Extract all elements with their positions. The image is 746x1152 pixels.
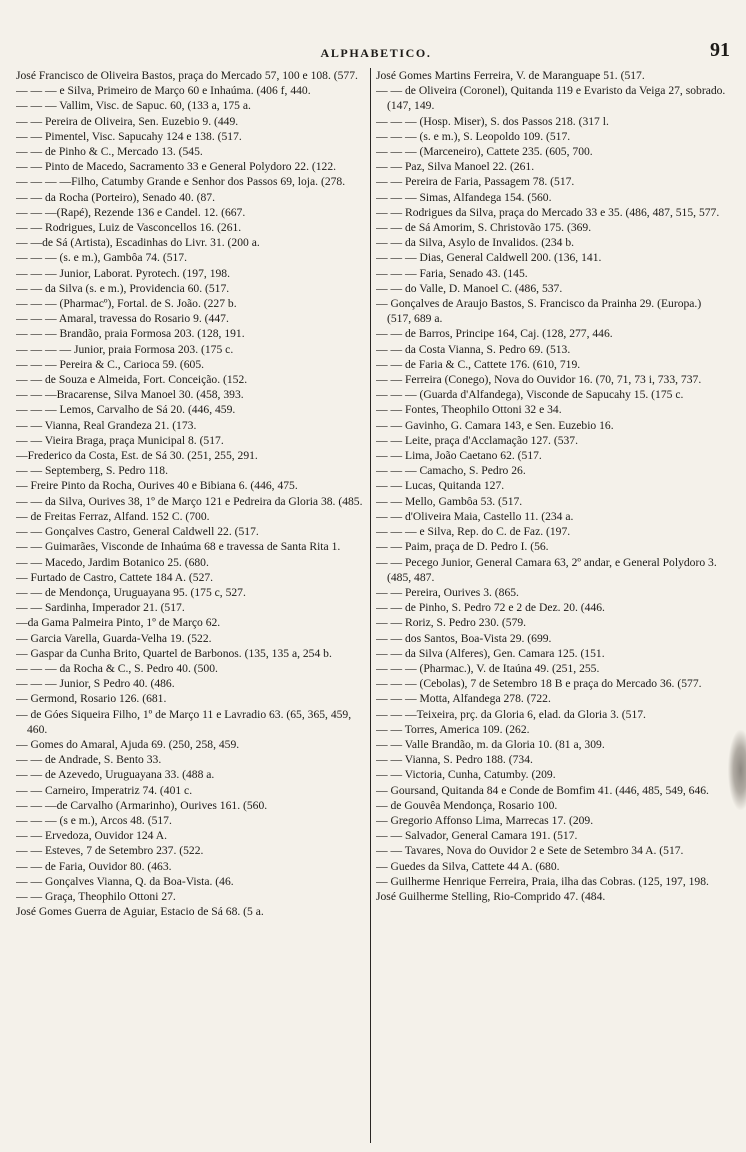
directory-entry: — — —Bracarense, Silva Manoel 30. (458, 393.	[16, 388, 244, 402]
directory-entry: — — —Teixeira, prç. da Gloria 6, elad. da Gloria 3. (517.	[376, 707, 646, 721]
directory-entry: — — — (Marceneiro), Cattete 235. (605, 700.	[376, 145, 593, 159]
directory-entry: — — Rodrigues da Silva, praça do Mercado 33 e 35. (486, 487, 515, 577.	[376, 205, 720, 219]
directory-entry: — — dos Santos, Boa-Vista 29. (699.	[376, 631, 552, 645]
directory-entry: — — Vieira Braga, praça Municipal 8. (517.	[16, 433, 224, 447]
directory-entry: — — de Andrade, S. Bento 33.	[16, 753, 162, 767]
page-number: 91	[710, 39, 730, 61]
directory-columns	[16, 68, 736, 1143]
directory-entry: — Gaspar da Cunha Brito, Quartel de Barbonos. (135, 135 a, 254 b.	[16, 646, 332, 660]
directory-entry: — — — Dias, General Caldwell 200. (136, 141.	[376, 251, 602, 265]
directory-entry: — — Victoria, Cunha, Catumby. (209.	[376, 768, 556, 782]
directory-entry: — — Ervedoza, Ouvidor 124 A.	[16, 829, 168, 843]
directory-entry: — — Carneiro, Imperatriz 74. (401 c.	[16, 783, 193, 797]
directory-entry: — — — Amaral, travessa do Rosario 9. (447.	[16, 312, 229, 326]
directory-entry: — — Lima, João Caetano 62. (517.	[376, 449, 542, 463]
directory-entry: — — — Brandão, praia Formosa 203. (128, 191.	[16, 327, 245, 341]
directory-entry: — — Sardinha, Imperador 21. (517.	[16, 601, 185, 615]
directory-entry: — Goursand, Quitanda 84 e Conde de Bomfim 41. (446, 485, 549, 646.	[376, 783, 709, 797]
directory-entry: — — Paim, praça de D. Pedro I. (56.	[376, 540, 549, 554]
directory-entry: — — Tavares, Nova do Ouvidor 2 e Sete de Setembro 34 A. (517.	[376, 844, 684, 858]
directory-entry: — — — Pereira & C., Carioca 59. (605.	[16, 357, 205, 371]
directory-entry: — — Guimarães, Visconde de Inhaúma 68 e travessa de Santa Rita 1.	[16, 540, 341, 554]
directory-entry: —da Gama Palmeira Pinto, 1º de Março 62.	[16, 616, 221, 630]
directory-entry: — — Esteves, 7 de Setembro 237. (522.	[16, 844, 204, 858]
directory-entry: — — — e Silva, Primeiro de Março 60 e Inhaúma. (406 f, 440.	[16, 84, 311, 98]
directory-entry: — — de Azevedo, Uruguayana 33. (488 a.	[16, 768, 215, 782]
directory-entry: — — — (s. e m.), Gambôa 74. (517.	[16, 251, 187, 265]
directory-entry: — — Pimentel, Visc. Sapucahy 124 e 138. (517.	[16, 129, 242, 143]
directory-entry: — — Gavinho, G. Camara 143, e Sen. Euzebio 16.	[376, 418, 614, 432]
directory-entry: — — Lucas, Quitanda 127.	[376, 479, 505, 493]
directory-entry: — — — (s e m.), Arcos 48. (517.	[16, 813, 172, 827]
directory-entry: — — Rodrigues, Luiz de Vasconcellos 16. (261.	[16, 221, 242, 235]
directory-entry: — Garcia Varella, Guarda-Velha 19. (522.	[16, 631, 212, 645]
directory-entry: — — Mello, Gambôa 53. (517.	[376, 494, 523, 508]
directory-entry: — Guilherme Henrique Ferreira, Praia, ilha das Cobras. (125, 197, 198.	[376, 874, 709, 888]
directory-entry: — — — Motta, Alfandega 278. (722.	[376, 692, 551, 706]
directory-entry: — — Torres, America 109. (262.	[376, 722, 530, 736]
directory-entry: José Guilherme Stelling, Rio-Comprido 47. (484.	[376, 889, 606, 903]
page-edge-stain	[728, 730, 746, 810]
directory-entry: — — — Lemos, Carvalho de Sá 20. (446, 459.	[16, 403, 236, 417]
left-column	[16, 68, 366, 1143]
directory-entry: José Gomes Guerra de Aguiar, Estacio de Sá 68. (5 a.	[16, 905, 264, 919]
directory-entry: — —de Sá (Artista), Escadinhas do Livr. 31. (200 a.	[16, 236, 260, 250]
directory-entry: — — da Costa Vianna, S. Pedro 69. (513.	[376, 342, 571, 356]
directory-entry: — — Paz, Silva Manoel 22. (261.	[376, 160, 535, 174]
directory-entry: — — — Camacho, S. Pedro 26.	[376, 464, 526, 478]
directory-entry: — — Valle Brandão, m. da Gloria 10. (81 a, 309.	[376, 737, 605, 751]
directory-entry: — — de Faria, Ouvidor 80. (463.	[16, 859, 172, 873]
directory-entry: — — da Silva (s. e m.), Providencia 60. (517.	[16, 281, 230, 295]
directory-entry: — — da Silva (Alferes), Gen. Camara 125. (151.	[376, 646, 605, 660]
directory-entry: — — Roriz, S. Pedro 230. (579.	[376, 616, 527, 630]
directory-entry: — — Pereira, Ourives 3. (865.	[376, 585, 519, 599]
directory-entry: — — Graça, Theophilo Ottoni 27.	[16, 889, 176, 903]
directory-entry: — — — Vallim, Visc. de Sapuc. 60, (133 a, 175 a.	[16, 99, 251, 113]
directory-entry: — — — (Guarda d'Alfandega), Visconde de Sapucahy 15. (175 c.	[376, 388, 684, 402]
directory-entry: José Gomes Martins Ferreira, V. de Maranguape 51. (517.	[376, 69, 645, 82]
directory-entry: — — da Rocha (Porteiro), Senado 40. (87.	[16, 190, 215, 204]
directory-entry: — — de Pinho & C., Mercado 13. (545.	[16, 145, 203, 159]
directory-entry: — — de Pinho, S. Pedro 72 e 2 de Dez. 20. (446.	[376, 601, 605, 615]
directory-entry: — Germond, Rosario 126. (681.	[16, 692, 167, 706]
directory-entry: — de Gouvêa Mendonça, Rosario 100.	[376, 798, 558, 812]
directory-entry: — — Vianna, S. Pedro 188. (734.	[376, 753, 533, 767]
directory-entry: — — Pereira de Faria, Passagem 78. (517.	[376, 175, 575, 189]
directory-entry: — — Pinto de Macedo, Sacramento 33 e General Polydoro 22. (122.	[16, 160, 337, 174]
directory-entry: — Gonçalves de Araujo Bastos, S. Francisco da Prainha 29. (Europa.) (517, 689 a.	[376, 297, 702, 326]
directory-entry: — — de Mendonça, Uruguayana 95. (175 c, 527.	[16, 585, 246, 599]
directory-entry: — — Macedo, Jardim Botanico 25. (680.	[16, 555, 209, 569]
directory-entry: — Freire Pinto da Rocha, Ourives 40 e Bibiana 6. (446, 475.	[16, 479, 298, 493]
directory-entry: — de Freitas Ferraz, Alfand. 152 C. (700.	[16, 509, 210, 523]
directory-entry: — — — Junior, S Pedro 40. (486.	[16, 677, 175, 691]
directory-entry: — — da Silva, Ourives 38, 1º de Março 121 e Pedreira da Gloria 38. (485.	[16, 494, 363, 508]
directory-entry: — — — (s. e m.), S. Leopoldo 109. (517.	[376, 129, 571, 143]
directory-entry: — — — — Junior, praia Formosa 203. (175 c.	[16, 342, 234, 356]
directory-entry: — — d'Oliveira Maia, Castello 11. (234 a.	[376, 509, 574, 523]
directory-entry: — — — e Silva, Rep. do C. de Faz. (197.	[376, 525, 571, 539]
running-title: ALPHABETICO.	[320, 46, 432, 60]
directory-entry: José Francisco de Oliveira Bastos, praça do Mercado 57, 100 e 108. (577.	[16, 69, 358, 82]
directory-entry: — — — Junior, Laborat. Pyrotech. (197, 198.	[16, 266, 230, 280]
directory-entry: — Guedes da Silva, Cattete 44 A. (680.	[376, 859, 560, 873]
directory-entry: — — Septemberg, S. Pedro 118.	[16, 464, 168, 478]
directory-entry: — Gregorio Affonso Lima, Marrecas 17. (209.	[376, 813, 594, 827]
directory-entry: — — — (Pharmacº), Fortal. de S. João. (227 b.	[16, 297, 237, 311]
directory-entry: — Gomes do Amaral, Ajuda 69. (250, 258, 459.	[16, 737, 240, 751]
directory-entry: — — Pecego Junior, General Camara 63, 2º andar, e General Polydoro 3. (485, 487.	[376, 555, 717, 584]
directory-entry: — — — Faria, Senado 43. (145.	[376, 266, 528, 280]
directory-entry: — — Pereira de Oliveira, Sen. Euzebio 9. (449.	[16, 114, 239, 128]
directory-entry: — de Góes Siqueira Filho, 1º de Março 11 e Lavradio 63. (65, 365, 459, 460.	[16, 707, 352, 736]
directory-entry: — — — Simas, Alfandega 154. (560.	[376, 190, 552, 204]
directory-entry: — — — (Hosp. Miser), S. dos Passos 218. (317 l.	[376, 114, 609, 128]
directory-entry: — — Gonçalves Vianna, Q. da Boa-Vista. (46.	[16, 874, 234, 888]
directory-entry: — — Gonçalves Castro, General Caldwell 22. (517.	[16, 525, 259, 539]
column-divider	[370, 68, 371, 1143]
directory-entry: — — Vianna, Real Grandeza 21. (173.	[16, 418, 197, 432]
directory-entry: — — —(Rapé), Rezende 136 e Candel. 12. (667.	[16, 205, 246, 219]
directory-entry: — — Salvador, General Camara 191. (517.	[376, 829, 578, 843]
directory-entry: — — Ferreira (Conego), Nova do Ouvidor 16. (70, 71, 73 i, 733, 737.	[376, 373, 702, 387]
directory-entry: —Frederico da Costa, Est. de Sá 30. (251, 255, 291.	[16, 449, 258, 463]
page-header	[16, 28, 736, 64]
directory-entry: — Furtado de Castro, Cattete 184 A. (527.	[16, 570, 214, 584]
right-column	[376, 68, 726, 1143]
directory-entry: — — — —Filho, Catumby Grande e Senhor dos Passos 69, loja. (278.	[16, 175, 346, 189]
directory-entry: — — — (Pharmac.), V. de Itaúna 49. (251, 255.	[376, 661, 600, 675]
directory-entry: — — de Barros, Principe 164, Caj. (128, 277, 446.	[376, 327, 613, 341]
directory-entry: — — de Souza e Almeida, Fort. Conceição. (152.	[16, 373, 248, 387]
directory-entry: — — de Oliveira (Coronel), Quitanda 119 e Evaristo da Veiga 27, sobrado. (147, 149.	[376, 84, 726, 113]
directory-entry: — — de Sá Amorim, S. Christovão 175. (369.	[376, 221, 592, 235]
directory-entry: — — — (Cebolas), 7 de Setembro 18 B e praça do Mercado 36. (577.	[376, 677, 702, 691]
directory-entry: — — Leite, praça d'Acclamação 127. (537.	[376, 433, 578, 447]
directory-entry: — — do Valle, D. Manoel C. (486, 537.	[376, 281, 563, 295]
directory-entry: — — de Faria & C., Cattete 176. (610, 719.	[376, 357, 581, 371]
directory-entry: — — — da Rocha & C., S. Pedro 40. (500.	[16, 661, 218, 675]
directory-entry: — — da Silva, Asylo de Invalidos. (234 b.	[376, 236, 575, 250]
directory-entry: — — Fontes, Theophilo Ottoni 32 e 34.	[376, 403, 562, 417]
directory-entry: — — —de Carvalho (Armarinho), Ourives 161. (560.	[16, 798, 268, 812]
